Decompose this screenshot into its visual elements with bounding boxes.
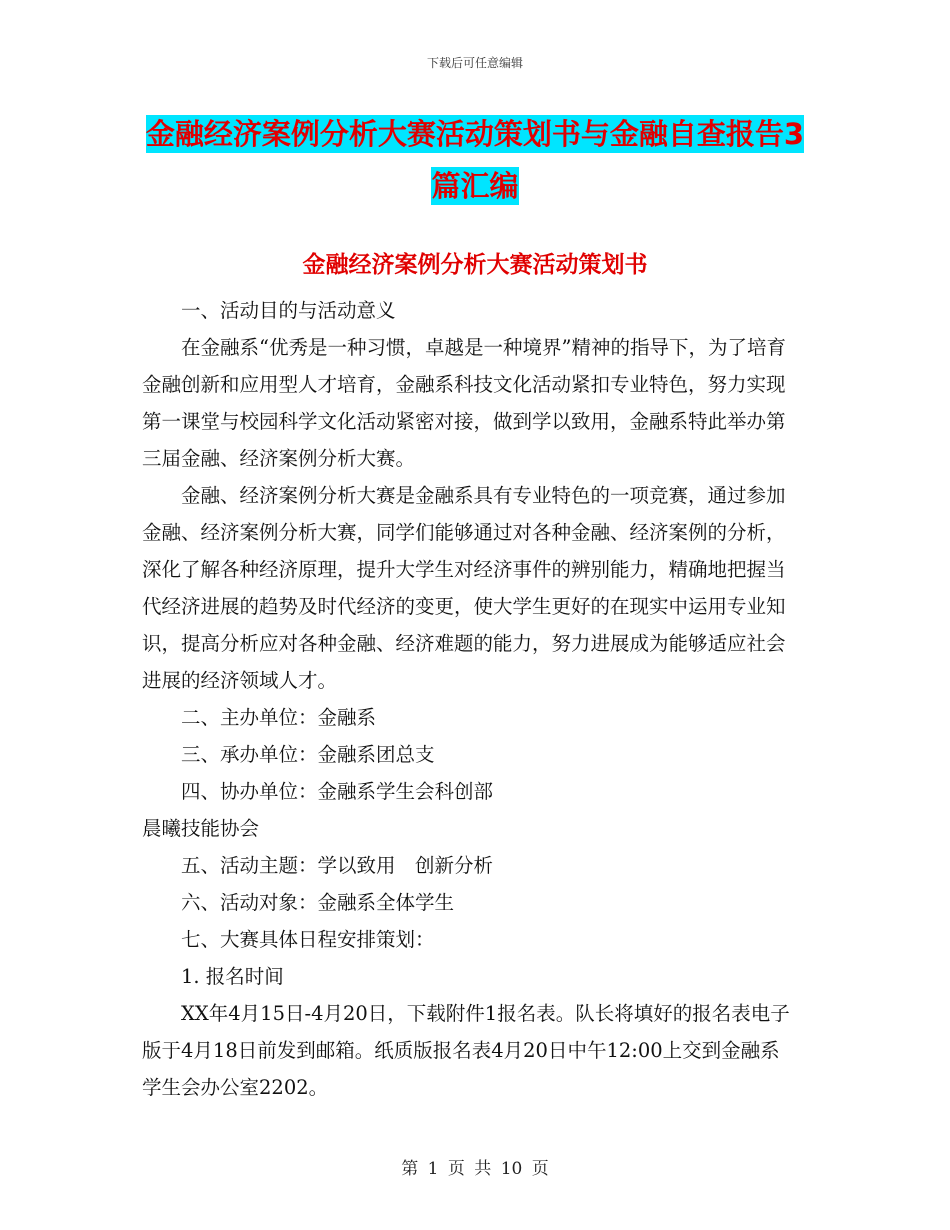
- section-title: 金融经济案例分析大赛活动策划书: [302, 252, 648, 278]
- document-title-line-2: 篇汇编: [431, 169, 519, 203]
- paragraph-intro: 在金融系“优秀是一种习惯，卓越是一种境界”精神的指导下，为了培育金融创新和应用型人才培育，金融系科技文化活动紧扣专业特色，努力实现第一课堂与校园科学文化活动紧密对接，做到学以致用，金融系特此举办第三届金融、经济案例分析大赛。: [142, 336, 786, 470]
- item-registration-time: 1. 报名时间: [181, 965, 284, 988]
- document-body: [142, 292, 798, 1106]
- paragraph-registration: XX年4月15日-4月20日，下载附件1报名表。队长将填好的报名表电子版于4月18日前发到邮箱。纸质版报名表4月20日中午12:00上交到金融系学生会办公室2202。: [142, 1002, 790, 1099]
- document-title-line-1: 金融经济案例分析大赛活动策划书与金融自查报告3: [145, 117, 805, 151]
- item-schedule: 七、大赛具体日程安排策划：: [181, 928, 435, 951]
- document-title: [130, 108, 820, 212]
- header-note: 下载后可任意编辑: [426, 56, 523, 70]
- item-audience: 六、活动对象：金融系全体学生: [181, 891, 455, 914]
- item-host: 三、承办单位：金融系团总支: [181, 743, 435, 766]
- paragraph-significance: 金融、经济案例分析大赛是金融系具有专业特色的一项竞赛，通过参加金融、经济案例分析大赛，同学们能够通过对各种金融、经济案例的分析，深化了解各种经济原理，提升大学生对经济事件的辨别能力，精确地把握当代经济进展的趋势及时代经济的变更，使大学生更好的在现实中运用专业知识，提高分析应对各种金融、经济难题的能力，努力进展成为能够适应社会进展的经济领域人才。: [142, 484, 786, 692]
- item-theme: 五、活动主题：学以致用 创新分析: [181, 854, 494, 877]
- item-co-organizer-cont: 晨曦技能协会: [142, 817, 260, 840]
- item-co-organizer: 四、协办单位：金融系学生会科创部: [181, 780, 494, 803]
- item-organizer: 二、主办单位：金融系: [181, 706, 377, 729]
- heading-purpose: 一、活动目的与活动意义: [181, 299, 396, 322]
- page-footer: 第 1 页 共 10 页: [401, 1159, 549, 1179]
